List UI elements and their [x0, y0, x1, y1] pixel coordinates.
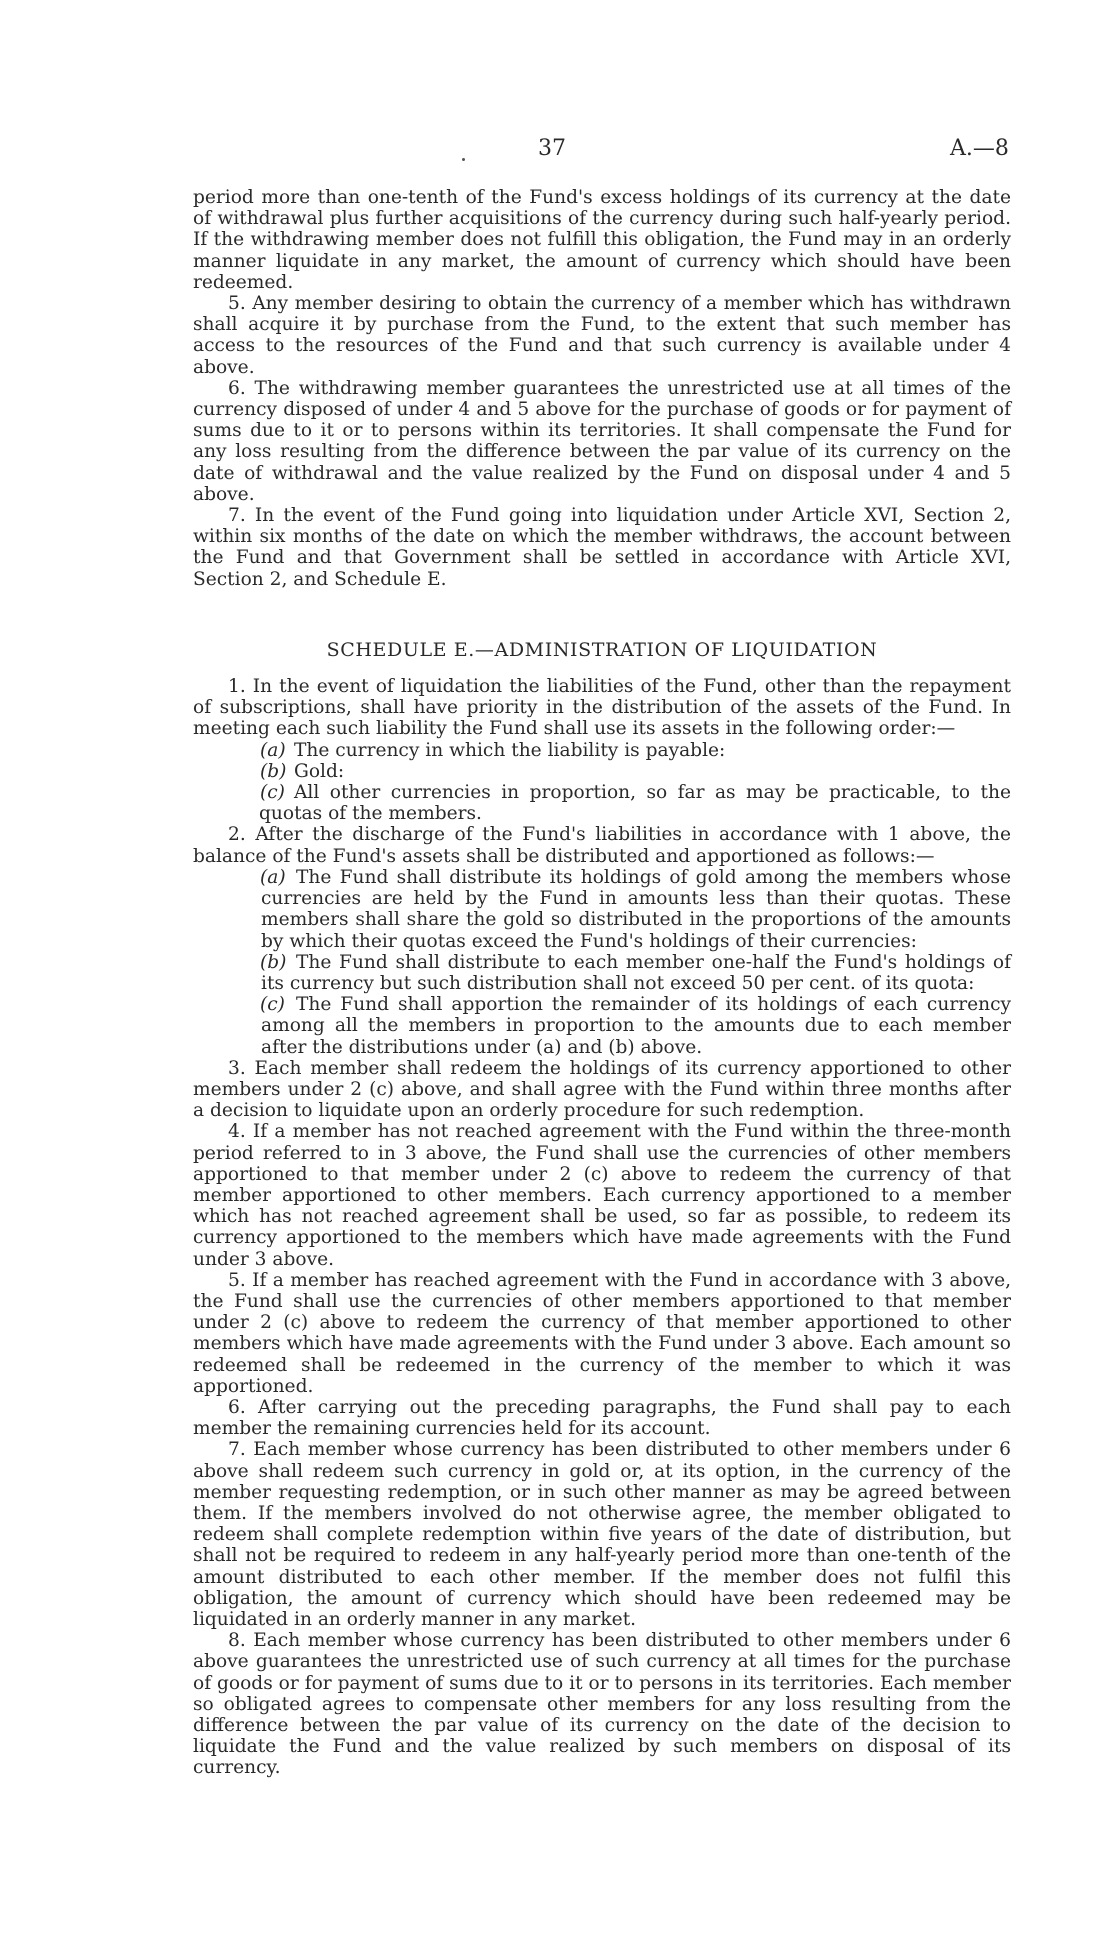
- list-item-label: (b): [260, 951, 287, 973]
- schedule-paragraph-3: 3. Each member shall redeem the holdings of its currency apportioned to other members under 2 (c) above, and shall agree with the Fund within three months after a decision to liquidate upon an orderly procedure for such redemption.: [193, 1057, 1011, 1122]
- paragraph-6: 6. The withdrawing member guarantees the unrestricted use at all times of the currency disposed of under 4 and 5 above for the purchase of goods or for payment of sums due to it or to persons within its territories. It shall compensate the Fund for any loss resulting from the difference between the par value of its currency on the date of withdrawal and the value realized by the Fund on disposal under 4 and 5 above.: [193, 377, 1011, 505]
- list-item-label: (a): [260, 739, 286, 761]
- schedule-paragraph-1: 1. In the event of liquidation the liabilities of the Fund, other than the repayment of subscriptions, shall have priority in the distribution of the assets of the Fund. In meeting each such liability the Fund shall use its assets in the following order:—: [193, 676, 1011, 740]
- schedule-paragraph-2: 2. After the discharge of the Fund's liabilities in accordance with 1 above, the balance of the Fund's assets shall be distributed and apportioned as follows:—: [193, 824, 1011, 867]
- list-item-text: All other currencies in proportion, so far as may be practicable, to the quotas of the members.: [259, 782, 1011, 825]
- paragraph-7: 7. In the event of the Fund going into liquidation under Article XVI, Section 2, within six months of the date on which the member withdraws, the account between the Fund and that Government shall be settled in accordance with Article XVI, Section 2, and Schedule E.: [193, 505, 1011, 590]
- list-item: [193, 994, 1011, 1058]
- list-item: [193, 782, 1011, 824]
- list-item-text: The currency in which the liability is payable:: [294, 739, 726, 761]
- schedule-paragraph-8: 8. Each member whose currency has been distributed to other members under 6 above guarantees the unrestricted use of such currency at all times for the purchase of goods or for payment of sums due to it or to persons in its territories. Each member so obligated agrees to compensate other members for any loss resulting from the difference between the par value of its currency on the date of the decision to liquidate the Fund and the value realized by such members on disposal of its currency.: [193, 1630, 1011, 1779]
- schedule-heading: SCHEDULE E.—ADMINISTRATION OF LIQUIDATION: [326, 638, 878, 661]
- schedule-paragraph-4: 4. If a member has not reached agreement with the Fund within the three-month period referred to in 3 above, the Fund shall use the currencies of other members apportioned to that member under 2 (c) above to redeem the currency of that member apportioned to other members. Each currency apportioned to a member which has not reached agreement shall be used, so far as possible, to redeem its currency apportioned to the members which have made agreements with the Fund under 3 above.: [193, 1121, 1011, 1270]
- list-item: [193, 740, 1011, 761]
- schedule-2-list: [193, 867, 1011, 1058]
- schedule-paragraph-6: 6. After carrying out the preceding paragraphs, the Fund shall pay to each member the remaining currencies held for its account.: [193, 1396, 1011, 1440]
- schedule-1-list: [193, 740, 1011, 825]
- list-item-text: The Fund shall distribute its holdings of gold among the members whose currencies are held by the Fund in amounts less than their quotas. These members shall share the gold so distributed in the proportions of the amounts by which their quotas exceed the Fund's holdings of their currencies:: [261, 866, 1011, 952]
- schedule-paragraph-5: 5. If a member has reached agreement with the Fund in accordance with 3 above, the Fund shall use the currencies of other members apportioned to that member under 2 (c) above to redeem the currency of that member apportioned to other members which have made agreements with the Fund under 3 above. Each amount so redeemed shall be redeemed in the currency of the member to which it was apportioned.: [193, 1269, 1011, 1397]
- page-number: 37: [538, 136, 566, 161]
- document-reference: A.—8: [950, 136, 1009, 161]
- list-item-label: (c): [260, 782, 285, 804]
- paragraph-5: 5. Any member desiring to obtain the currency of a member which has withdrawn shall acquire it by purchase from the Fund, to the extent that such member has access to the resources of the Fund and that such currency is available under 4 above.: [193, 293, 1011, 378]
- print-speck: [462, 158, 465, 161]
- list-item-label: (c): [260, 994, 285, 1016]
- continuation-paragraph: period more than one-tenth of the Fund's excess holdings of its currency at the date of withdrawal plus further acquisitions of the currency during such half-yearly period. If the withdrawing member does not fulfill this obligation, the Fund may in an orderly manner liquidate in any market, the amount of currency which should have been redeemed.: [193, 187, 1011, 293]
- list-item-text: The Fund shall apportion the remainder of its holdings of each currency among all the members in proportion to the amounts due to each member after the distributions under (a) and (b) above.: [261, 994, 1011, 1058]
- list-item: [193, 761, 1011, 782]
- list-item: [193, 867, 1011, 952]
- list-item-label: (a): [260, 866, 286, 888]
- document-body: [193, 187, 1011, 1779]
- list-item: [193, 952, 1011, 994]
- list-item-label: (b): [260, 760, 287, 782]
- list-item-text: The Fund shall distribute to each member one-half the Fund's holdings of its currency but such distribution shall not exceed 50 per cent. of its quota:: [261, 951, 1011, 994]
- schedule-paragraph-7: 7. Each member whose currency has been distributed to other members under 6 above shall redeem such currency in gold or, at its option, in the currency of the member requesting redemption, or in such other manner as may be agreed between them. If the members involved do not otherwise agree, the member obligated to redeem shall complete redemption within five years of the date of distribution, but shall not be required to redeem in any half-yearly period more than one-tenth of the amount distributed to each other member. If the member does not fulfil this obligation, the amount of currency which should have been redeemed may be liquidated in an orderly manner in any market.: [193, 1439, 1011, 1630]
- list-item-text: Gold:: [294, 760, 345, 782]
